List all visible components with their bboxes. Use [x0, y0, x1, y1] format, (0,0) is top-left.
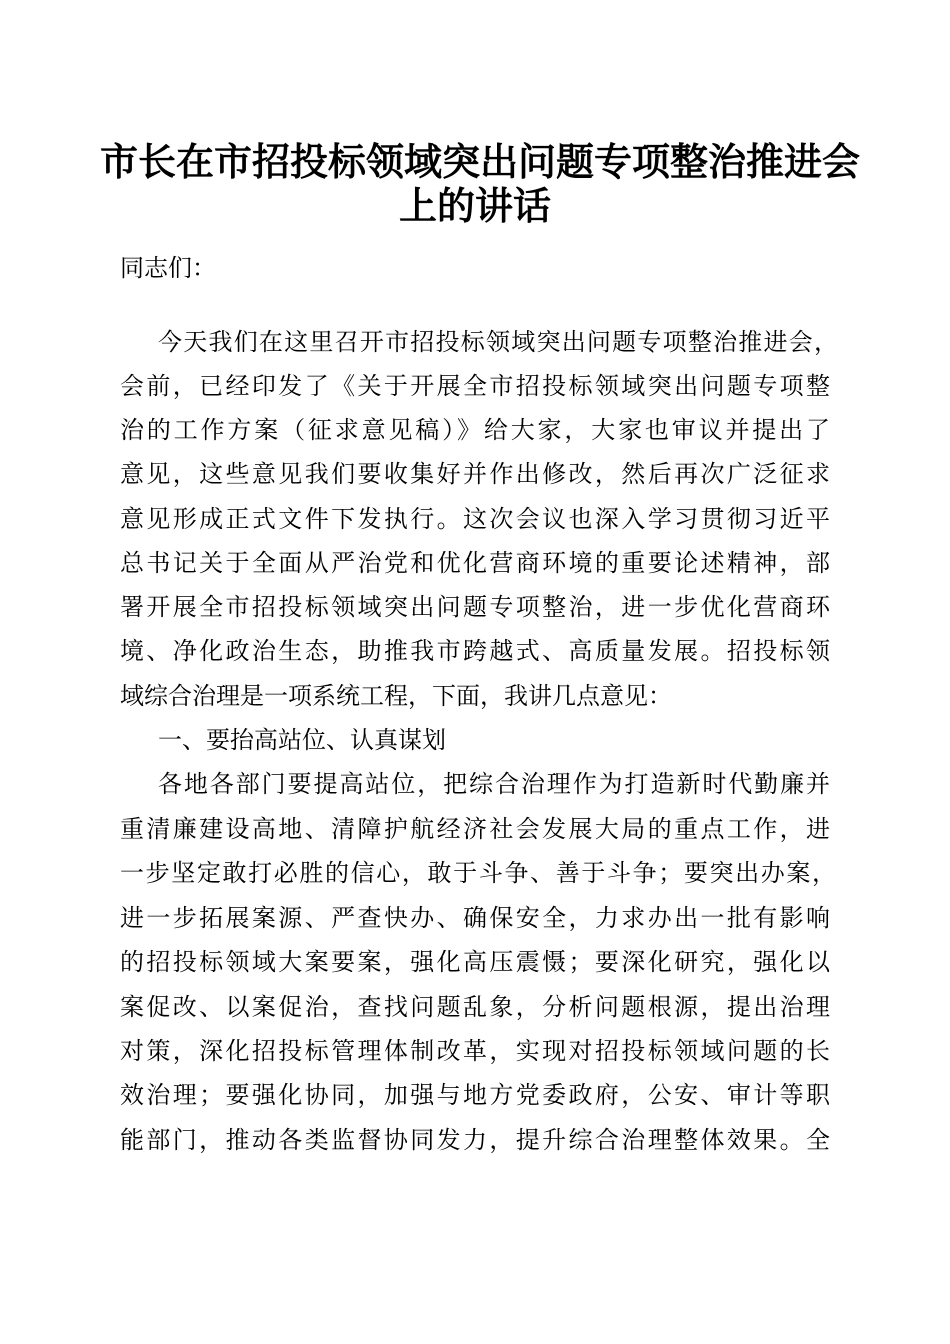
paragraph-line	[0, 762, 950, 806]
paragraph-2-line-1: 各地各部门要提高站位，把综合治理作为打造新时代勤廉并	[158, 770, 830, 798]
paragraph-line	[0, 541, 950, 585]
paragraph-1-line-3: 治的工作方案（征求意见稿）》给大家，大家也审议并提出了	[120, 416, 830, 444]
paragraph-2-line-8: 效治理；要强化协同，加强与地方党委政府，公安、审计等职	[120, 1081, 830, 1109]
paragraph-line	[0, 1073, 950, 1117]
section-heading-line	[0, 718, 950, 762]
paragraph-line	[0, 851, 950, 895]
paragraph-line	[0, 629, 950, 673]
paragraph-2-line-9: 能部门，推动各类监督协同发力，提升综合治理整体效果。全	[120, 1126, 830, 1154]
paragraph-line	[0, 985, 950, 1029]
paragraph-2-line-7: 对策，深化招投标管理体制改革，实现对招投标领域问题的长	[120, 1037, 830, 1065]
paragraph-2-line-6: 案促改、以案促治，查找问题乱象，分析问题根源，提出治理	[120, 993, 830, 1021]
paragraph-line	[0, 497, 950, 541]
paragraph-1-line-8: 境、净化政治生态，助推我市跨越式、高质量发展。招投标领	[120, 637, 830, 665]
paragraph-1-line-7: 署开展全市招投标领域突出问题专项整治，进一步优化营商环	[120, 593, 830, 621]
paragraph-line	[0, 940, 950, 984]
paragraph-line	[0, 585, 950, 629]
paragraph-line	[0, 674, 950, 718]
paragraph-line	[0, 320, 950, 364]
paragraph-line	[0, 1029, 950, 1073]
paragraph-line	[0, 807, 950, 851]
paragraph-1-line-1: 今天我们在这里召开市招投标领域突出问题专项整治推进会，	[158, 328, 838, 356]
salutation: 同志们：	[120, 254, 216, 282]
paragraph-1-line-9: 域综合治理是一项系统工程，下面，我讲几点意见：	[120, 682, 672, 710]
salutation-line	[0, 246, 950, 290]
paragraph-2-line-5: 的招投标领域大案要案，强化高压震慑；要深化研究，强化以	[120, 948, 830, 976]
paragraph-line	[0, 1118, 950, 1162]
paragraph-line	[0, 364, 950, 408]
paragraph-line	[0, 896, 950, 940]
document-title-line-2: 上的讲话	[398, 183, 551, 228]
paragraph-1-line-5: 意见形成正式文件下发执行。这次会议也深入学习贯彻习近平	[120, 505, 830, 533]
paragraph-2-line-4: 进一步拓展案源、严查快办、确保安全，力求办出一批有影响	[120, 904, 830, 932]
paragraph-line	[0, 408, 950, 452]
paragraph-1-line-4: 意见，这些意见我们要收集好并作出修改，然后再次广泛征求	[120, 460, 830, 488]
paragraph-2-line-2: 重清廉建设高地、清障护航经济社会发展大局的重点工作，进	[120, 815, 830, 843]
paragraph-1-line-2: 会前，已经印发了《关于开展全市招投标领域突出问题专项整	[120, 372, 830, 400]
paragraph-line	[0, 452, 950, 496]
section-heading-1: 一、要抬高站位、认真谋划	[158, 726, 446, 754]
paragraph-2-line-3: 一步坚定敢打必胜的信心，敢于斗争、善于斗争；要突出办案，	[120, 859, 836, 887]
paragraph-1-line-6: 总书记关于全面从严治党和优化营商环境的重要论述精神，部	[120, 549, 830, 577]
document-title-line-1: 市长在市招投标领域突出问题专项整治推进会	[100, 139, 861, 184]
